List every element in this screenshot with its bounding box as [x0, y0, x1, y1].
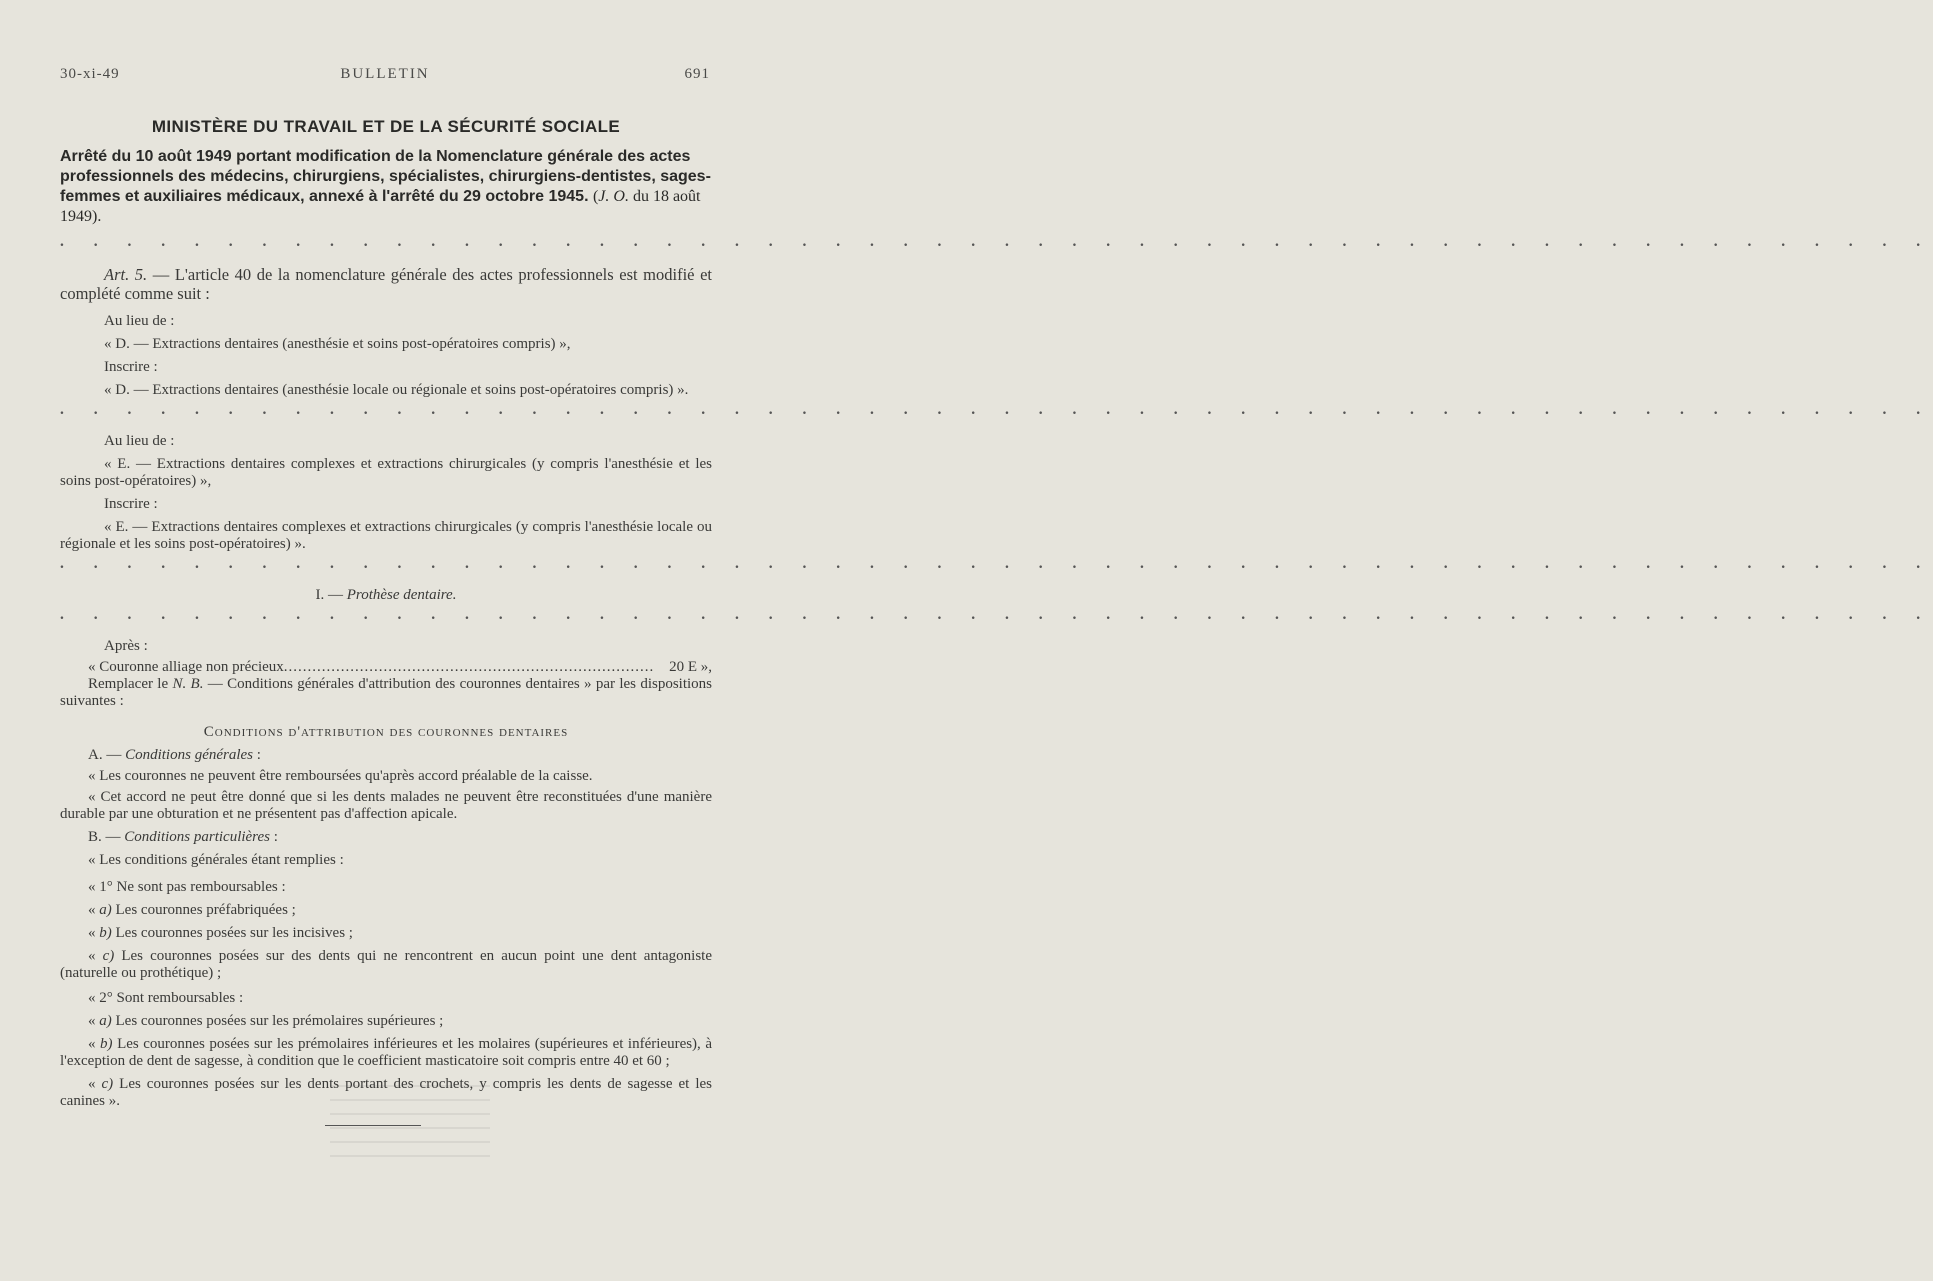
item-b1a-letter: a) — [99, 902, 112, 918]
remplacer-text: — Conditions générales d'attribution des couronnes dentaires » par les dispositions suivantes : — [60, 676, 712, 709]
item-b2a-text: Les couronnes posées sur les prémolaires supérieures ; — [111, 1013, 444, 1029]
block-e-new: « E. — Extractions dentaires complexes et extractions chirurgicales (y compris l'anesthésie locale ou régionale et les soins post-opératoires) ». — [60, 519, 712, 552]
item-b1c-text: Les couronnes posées sur des dents qui ne rencontrent en aucun point une dent antagoniste (naturelle ou prothétique) ; — [60, 948, 713, 981]
section-prefix: I. — — [315, 587, 347, 603]
conditions-heading: Conditions d'attribution des couronnes dentaires — [203, 724, 569, 740]
block-e-au-lieu: Au lieu de : — [104, 433, 175, 449]
arrete-title — [60, 147, 712, 227]
couronne-label: « Couronne alliage non précieux — [88, 659, 284, 675]
item-b1b-open: « — [88, 925, 100, 941]
section-b-suffix: : — [269, 829, 278, 845]
item-b1a — [60, 902, 712, 919]
section-title: Prothèse dentaire. — [346, 587, 457, 603]
ministry-heading: MINISTÈRE DU TRAVAIL ET DE LA SÉCURITÉ SOCIALE — [151, 117, 621, 136]
item-b1a-open: « — [88, 902, 100, 918]
dotted-separator: . . . . . . . . . . . . . . . . . . . . . . . . . . . . . . . . . . . . . . . . . . . . . . . . . . . . . . . . — [60, 606, 1933, 623]
item-b2a-open: « — [88, 1013, 100, 1029]
item-b2b — [60, 1036, 712, 1070]
arrete-ref-jo: J. O. — [598, 188, 629, 205]
item-b2c-open: « — [88, 1076, 102, 1092]
section-b-intro: « Les conditions générales étant remplies : — [88, 852, 344, 868]
item-b1: « 1° Ne sont pas remboursables : — [88, 879, 286, 895]
block-e-old: « E. — Extractions dentaires complexes et extractions chirurgicales (y compris l'anesthésie et les soins post-opératoires) », — [60, 456, 712, 489]
item-b1a-text: Les couronnes préfabriquées ; — [111, 902, 296, 918]
arrete-title-bold: Arrêté du 10 août 1949 portant modification de la Nomenclature générale des actes professionnels des médecins, chirurgiens, spécialistes, chirurgiens-dentistes, sages-femmes et auxiliaires médicaux, annexé à l'arrêté du 29 octobre 1945. — [60, 148, 711, 205]
item-b2a-letter: a) — [99, 1013, 112, 1029]
item-b1c — [60, 948, 712, 982]
item-b1b-text: Les couronnes posées sur les incisives ; — [111, 925, 353, 941]
block-e-inscrire: Inscrire : — [104, 496, 158, 512]
article-5-text: — L'article 40 de la nomenclature générale des actes professionnels est modifié et complété comme suit : — [60, 265, 712, 303]
section-a-prefix: A. — — [88, 747, 126, 763]
block-d-old: « D. — Extractions dentaires (anesthésie et soins post-opératoires compris) », — [104, 336, 571, 352]
item-b2: « 2° Sont remboursables : — [88, 990, 244, 1006]
bleed-through-shadow — [330, 1085, 490, 1185]
apres-label: Après : — [104, 638, 148, 654]
item-b2c-text: Les couronnes posées sur les dents portant des crochets, y compris les dents de sagesse et les canines ». — [60, 1076, 712, 1109]
couronne-value: 20 E », — [669, 659, 712, 675]
dotted-separator: . . . . . . . . . . . . . . . . . . . . . . . . . . . . . . . . . . . . . . . . . . . . . . . . . . . . . . . . — [60, 401, 1933, 418]
section-b-title: Conditions particulières — [124, 829, 270, 845]
couronne-line — [60, 659, 712, 676]
item-b2b-open: « — [88, 1036, 101, 1052]
block-d-inscrire: Inscrire : — [104, 359, 158, 375]
item-b2c-letter: c) — [101, 1076, 114, 1092]
remplacer-paragraph — [60, 676, 712, 710]
page-number: 691 — [684, 66, 710, 82]
item-b1b-letter: b) — [99, 925, 112, 941]
item-b1c-letter: c) — [102, 948, 115, 964]
item-b2a — [60, 1013, 712, 1030]
section-prothese-heading — [60, 587, 712, 604]
section-a-suffix: : — [253, 747, 261, 763]
item-b1b — [60, 925, 712, 942]
article-5-label: Art. 5. — [104, 265, 148, 284]
section-a-paragraph-2: « Cet accord ne peut être donné que si les dents malades ne peuvent être reconstituées d'une manière durable par une obturation et ne présentent pas d'affection apicale. — [60, 789, 712, 822]
item-b2b-letter: b) — [100, 1036, 113, 1052]
remplacer-prefix: Remplacer le — [88, 676, 173, 692]
block-d-au-lieu: Au lieu de : — [104, 313, 175, 329]
section-a-paragraph-1: « Les couronnes ne peuvent être remboursées qu'après accord préalable de la caisse. — [88, 768, 593, 784]
section-a-title: Conditions générales — [125, 747, 254, 763]
article-5 — [60, 265, 712, 303]
item-b1c-open: « — [88, 948, 103, 964]
arrete-ref-date: du 18 août 1949). — [60, 188, 701, 225]
item-b2b-text: Les couronnes posées sur les prémolaires inférieures et les molaires (supérieures et inférieures), à l'exception de dent de sagesse, à condition que le coefficient masticatoire soit compris entre 40 et 60 ; — [60, 1036, 712, 1069]
leader-dots: .............................................................................. — [283, 659, 655, 675]
header-title: BULLETIN — [340, 66, 430, 82]
page-content — [60, 117, 1933, 1110]
arrete-ref-open: ( — [592, 188, 599, 205]
remplacer-nb: N. B. — [172, 676, 204, 692]
end-rule — [325, 1125, 421, 1126]
section-b-heading — [60, 829, 712, 846]
dotted-separator: . . . . . . . . . . . . . . . . . . . . . . . . . . . . . . . . . . . . . . . . . . . . . . . . . . . . . . . . — [60, 233, 1933, 250]
dotted-separator: . . . . . . . . . . . . . . . . . . . . . . . . . . . . . . . . . . . . . . . . . . . . . . . . . . . . . . . . — [60, 555, 1933, 572]
header-date: 30-xi-49 — [60, 66, 120, 82]
block-d-new: « D. — Extractions dentaires (anesthésie locale ou régionale et soins post-opératoires compris) ». — [104, 382, 689, 398]
section-b-prefix: B. — — [88, 829, 125, 845]
section-a-heading — [60, 747, 712, 764]
